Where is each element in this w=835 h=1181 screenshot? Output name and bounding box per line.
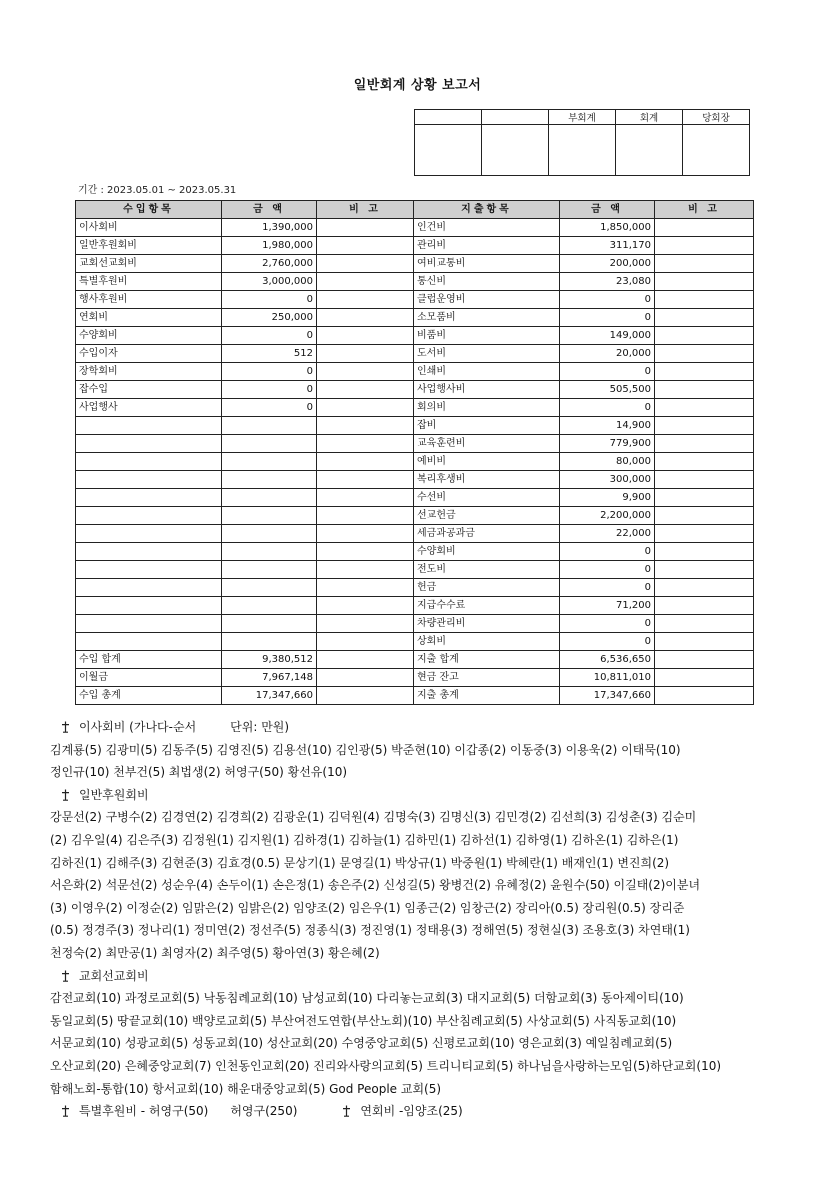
expense-amount: 22,000 xyxy=(560,525,655,543)
expense-note xyxy=(655,255,754,273)
cross-icon xyxy=(60,1105,71,1117)
table-row xyxy=(76,327,754,345)
expense-item: 예비비 xyxy=(414,453,560,471)
income-item xyxy=(76,615,222,633)
expense-item: 회의비 xyxy=(414,399,560,417)
income-amount: 7,967,148 xyxy=(222,669,317,687)
header-expense-item: 지출항목 xyxy=(414,201,560,219)
income-amount xyxy=(222,525,317,543)
income-item: 잡수입 xyxy=(76,381,222,399)
income-note xyxy=(317,435,414,453)
expense-note xyxy=(655,525,754,543)
income-item: 교회선교회비 xyxy=(76,255,222,273)
expense-amount: 300,000 xyxy=(560,471,655,489)
expense-note xyxy=(655,417,754,435)
income-amount xyxy=(222,543,317,561)
general-line: (0.5) 정경주(3) 정나리(1) 정미연(2) 정선주(5) 정종식(3) 정진영(1) 정태용(3) 정해연(5) 정현실(3) 조용호(3) 차연태(1) xyxy=(50,923,690,938)
table-row xyxy=(76,309,754,327)
expense-item: 교육훈련비 xyxy=(414,435,560,453)
expense-amount: 6,536,650 xyxy=(560,651,655,669)
income-item: 수입 총계 xyxy=(76,687,222,705)
income-note xyxy=(317,237,414,255)
income-amount: 512 xyxy=(222,345,317,363)
expense-item: 관리비 xyxy=(414,237,560,255)
income-note xyxy=(317,273,414,291)
expense-note xyxy=(655,363,754,381)
special-section-header xyxy=(50,1100,810,1123)
cross-icon xyxy=(60,721,71,733)
table-row xyxy=(76,507,754,525)
expense-note xyxy=(655,561,754,579)
income-item: 이사회비 xyxy=(76,219,222,237)
general-line: 강문선(2) 구병수(2) 김경연(2) 김경희(2) 김광운(1) 김덕원(4) 김명숙(3) 김명신(3) 김민경(2) 김선희(3) 김성춘(3) 김순미 xyxy=(50,810,697,825)
signature-cell xyxy=(415,125,482,176)
expense-item: 잡비 xyxy=(414,417,560,435)
expense-note xyxy=(655,543,754,561)
church-line: 감전교회(10) 과정로교회(5) 낙동침례교회(10) 남성교회(10) 다리놓는교회(3) 대지교회(5) 더함교회(3) 동아제이티(10) xyxy=(50,991,684,1006)
ledger-header-row xyxy=(76,201,754,219)
expense-amount: 505,500 xyxy=(560,381,655,399)
expense-note xyxy=(655,669,754,687)
expense-amount: 0 xyxy=(560,309,655,327)
expense-amount: 0 xyxy=(560,543,655,561)
income-item xyxy=(76,597,222,615)
income-item: 행사후원비 xyxy=(76,291,222,309)
table-row xyxy=(76,651,754,669)
income-item xyxy=(76,507,222,525)
expense-item: 수양회비 xyxy=(414,543,560,561)
income-amount xyxy=(222,489,317,507)
expense-amount: 17,347,660 xyxy=(560,687,655,705)
special-extra: 허영구(250) xyxy=(230,1104,298,1119)
income-item: 사업행사 xyxy=(76,399,222,417)
expense-amount: 0 xyxy=(560,633,655,651)
income-note xyxy=(317,597,414,615)
expense-item: 지출 총계 xyxy=(414,687,560,705)
expense-note xyxy=(655,381,754,399)
expense-item: 차량관리비 xyxy=(414,615,560,633)
expense-note xyxy=(655,291,754,309)
income-item: 수입이자 xyxy=(76,345,222,363)
table-row xyxy=(76,525,754,543)
income-amount xyxy=(222,453,317,471)
income-note xyxy=(317,633,414,651)
income-amount: 9,380,512 xyxy=(222,651,317,669)
income-note xyxy=(317,525,414,543)
expense-note xyxy=(655,579,754,597)
income-note xyxy=(317,651,414,669)
expense-amount: 0 xyxy=(560,615,655,633)
expense-note xyxy=(655,345,754,363)
header-income-amount: 금 액 xyxy=(222,201,317,219)
income-item: 일반후원회비 xyxy=(76,237,222,255)
table-row xyxy=(76,399,754,417)
general-title: 일반후원회비 xyxy=(79,787,149,802)
cross-icon xyxy=(341,1105,352,1117)
expense-note xyxy=(655,597,754,615)
table-row xyxy=(76,345,754,363)
expense-amount: 200,000 xyxy=(560,255,655,273)
general-section-header xyxy=(50,784,810,807)
general-line: (2) 김우일(4) 김은주(3) 김정원(1) 김지원(1) 김하경(1) 김하늘(1) 김하민(1) 김하선(1) 김하영(1) 김하온(1) 김하은(1) xyxy=(50,832,679,847)
table-row xyxy=(76,273,754,291)
income-item: 수입 합계 xyxy=(76,651,222,669)
income-note xyxy=(317,687,414,705)
income-amount xyxy=(222,597,317,615)
expense-amount: 0 xyxy=(560,561,655,579)
signature-cell xyxy=(616,125,683,176)
expense-item: 헌금 xyxy=(414,579,560,597)
expense-note xyxy=(655,435,754,453)
church-title: 교회선교회비 xyxy=(79,968,149,983)
income-amount xyxy=(222,471,317,489)
income-note xyxy=(317,417,414,435)
expense-amount: 0 xyxy=(560,291,655,309)
approval-header-2 xyxy=(482,110,549,125)
expense-amount: 311,170 xyxy=(560,237,655,255)
income-item xyxy=(76,561,222,579)
income-item xyxy=(76,633,222,651)
expense-item: 수선비 xyxy=(414,489,560,507)
cross-icon xyxy=(60,789,71,801)
table-row xyxy=(76,489,754,507)
table-row xyxy=(76,597,754,615)
income-item: 특별후원비 xyxy=(76,273,222,291)
income-amount: 0 xyxy=(222,363,317,381)
expense-item: 세금과공과금 xyxy=(414,525,560,543)
income-amount: 2,760,000 xyxy=(222,255,317,273)
expense-item: 도서비 xyxy=(414,345,560,363)
income-note xyxy=(317,399,414,417)
expense-item: 사업행사비 xyxy=(414,381,560,399)
income-note xyxy=(317,579,414,597)
expense-item: 지출 합계 xyxy=(414,651,560,669)
income-amount: 17,347,660 xyxy=(222,687,317,705)
header-expense-note: 비 고 xyxy=(655,201,754,219)
expense-item: 비품비 xyxy=(414,327,560,345)
income-amount xyxy=(222,507,317,525)
income-note xyxy=(317,543,414,561)
cross-icon xyxy=(60,970,71,982)
income-item: 이월금 xyxy=(76,669,222,687)
income-note xyxy=(317,615,414,633)
expense-note xyxy=(655,471,754,489)
expense-item: 전도비 xyxy=(414,561,560,579)
income-note xyxy=(317,669,414,687)
expense-note xyxy=(655,687,754,705)
expense-amount: 0 xyxy=(560,363,655,381)
expense-item: 소모품비 xyxy=(414,309,560,327)
approval-header-treasurer: 회계 xyxy=(616,110,683,125)
expense-note xyxy=(655,237,754,255)
expense-item: 통신비 xyxy=(414,273,560,291)
church-line: 서문교회(10) 성광교회(5) 성동교회(10) 성산교회(20) 수영중앙교회(5) 신평로교회(10) 영은교회(3) 예일침례교회(5) xyxy=(50,1036,673,1051)
expense-item: 클럽운영비 xyxy=(414,291,560,309)
income-item xyxy=(76,435,222,453)
income-amount: 0 xyxy=(222,381,317,399)
income-item: 연회비 xyxy=(76,309,222,327)
header-income-note: 비 고 xyxy=(317,201,414,219)
income-note xyxy=(317,363,414,381)
expense-item: 인건비 xyxy=(414,219,560,237)
expense-item: 인쇄비 xyxy=(414,363,560,381)
table-row xyxy=(76,633,754,651)
table-row xyxy=(76,417,754,435)
income-note xyxy=(317,327,414,345)
general-line: 천정숙(2) 최만공(1) 최영자(2) 최주영(5) 황아연(3) 황은혜(2) xyxy=(50,945,380,960)
income-note xyxy=(317,507,414,525)
income-note xyxy=(317,381,414,399)
donor-notes xyxy=(50,716,810,1123)
income-amount xyxy=(222,579,317,597)
signature-cell xyxy=(482,125,549,176)
approval-header-vice-treasurer: 부회계 xyxy=(549,110,616,125)
expense-amount: 2,200,000 xyxy=(560,507,655,525)
expense-amount: 149,000 xyxy=(560,327,655,345)
expense-item: 상회비 xyxy=(414,633,560,651)
income-note xyxy=(317,309,414,327)
income-item: 수양회비 xyxy=(76,327,222,345)
income-item xyxy=(76,471,222,489)
expense-item: 선교헌금 xyxy=(414,507,560,525)
annual-title: 연회비 -임양조(25) xyxy=(360,1104,463,1119)
income-amount: 1,390,000 xyxy=(222,219,317,237)
church-line: 오산교회(20) 은혜중앙교회(7) 인천동인교회(20) 진리와사랑의교회(5) 트리니티교회(5) 하나님을사랑하는모임(5)하단교회(10) xyxy=(50,1058,722,1073)
director-section-header xyxy=(50,716,810,739)
income-amount xyxy=(222,561,317,579)
income-amount xyxy=(222,633,317,651)
expense-amount: 20,000 xyxy=(560,345,655,363)
expense-amount: 23,080 xyxy=(560,273,655,291)
income-amount: 0 xyxy=(222,399,317,417)
ledger-body xyxy=(76,219,754,705)
income-amount: 0 xyxy=(222,327,317,345)
expense-amount: 71,200 xyxy=(560,597,655,615)
expense-note xyxy=(655,507,754,525)
income-note xyxy=(317,471,414,489)
table-row xyxy=(76,543,754,561)
expense-amount: 0 xyxy=(560,579,655,597)
expense-note xyxy=(655,633,754,651)
income-amount xyxy=(222,435,317,453)
table-row xyxy=(76,561,754,579)
table-row xyxy=(76,669,754,687)
director-title: 이사회비 (가나다-순서 xyxy=(79,720,197,734)
church-section-header xyxy=(50,965,810,988)
income-amount: 3,000,000 xyxy=(222,273,317,291)
approval-header-pastor: 당회장 xyxy=(683,110,750,125)
income-item: 장학회비 xyxy=(76,363,222,381)
expense-note xyxy=(655,309,754,327)
approval-header-1 xyxy=(415,110,482,125)
income-amount: 0 xyxy=(222,291,317,309)
expense-amount: 80,000 xyxy=(560,453,655,471)
income-note xyxy=(317,291,414,309)
special-title: 특별후원비 - 허영구(50) xyxy=(79,1104,209,1119)
expense-amount: 14,900 xyxy=(560,417,655,435)
general-line: 서은화(2) 석문선(2) 성순우(4) 손두이(1) 손은정(1) 송은주(2) 신성길(5) 왕병건(2) 유혜정(2) 윤원수(50) 이길태(2)이분녀 xyxy=(50,878,701,893)
table-row xyxy=(76,381,754,399)
income-note xyxy=(317,345,414,363)
expense-note xyxy=(655,327,754,345)
expense-amount: 779,900 xyxy=(560,435,655,453)
church-line: 동일교회(5) 땅끝교회(10) 백양로교회(5) 부산여전도연합(부산노회)(10) 부산침례교회(5) 사상교회(5) 사직동교회(10) xyxy=(50,1013,677,1028)
ledger-table xyxy=(75,200,754,705)
income-amount xyxy=(222,615,317,633)
table-row xyxy=(76,237,754,255)
signature-cell xyxy=(683,125,750,176)
expense-note xyxy=(655,651,754,669)
income-item xyxy=(76,579,222,597)
expense-item: 현금 잔고 xyxy=(414,669,560,687)
income-amount xyxy=(222,417,317,435)
report-period: 기간 : 2023.05.01 ~ 2023.05.31 xyxy=(78,185,237,196)
expense-note xyxy=(655,489,754,507)
header-income-item: 수입항목 xyxy=(76,201,222,219)
director-line: 정인규(10) 천부건(5) 최법생(2) 허영구(50) 황선유(10) xyxy=(50,765,348,780)
income-item xyxy=(76,543,222,561)
table-row xyxy=(76,579,754,597)
general-line: (3) 이영우(2) 이정순(2) 임맑은(2) 임밝은(2) 임양조(2) 임은우(1) 임종근(2) 임창근(2) 장리아(0.5) 장리원(0.5) 장리준 xyxy=(50,900,685,915)
header-expense-amount: 금 액 xyxy=(560,201,655,219)
expense-item: 복리후생비 xyxy=(414,471,560,489)
income-amount: 250,000 xyxy=(222,309,317,327)
director-line: 김계룡(5) 김광미(5) 김동주(5) 김영진(5) 김용선(10) 김인광(5) 박준현(10) 이갑종(2) 이동중(3) 이용욱(2) 이태묵(10) xyxy=(50,742,681,757)
table-row xyxy=(76,471,754,489)
income-note xyxy=(317,561,414,579)
income-item xyxy=(76,453,222,471)
table-row xyxy=(76,291,754,309)
table-row xyxy=(76,435,754,453)
income-item xyxy=(76,525,222,543)
expense-item: 여비교통비 xyxy=(414,255,560,273)
table-row xyxy=(76,687,754,705)
expense-note xyxy=(655,273,754,291)
church-line: 함해노회-통합(10) 항서교회(10) 해운대중앙교회(5) God People 교회(5) xyxy=(50,1081,442,1096)
expense-amount: 10,811,010 xyxy=(560,669,655,687)
page-title: 일반회계 상황 보고서 xyxy=(353,78,482,93)
income-amount: 1,980,000 xyxy=(222,237,317,255)
income-item xyxy=(76,417,222,435)
income-note xyxy=(317,453,414,471)
table-row xyxy=(76,615,754,633)
director-unit: 단위: 만원) xyxy=(230,720,290,734)
expense-amount: 0 xyxy=(560,399,655,417)
income-item xyxy=(76,489,222,507)
table-row xyxy=(76,453,754,471)
signature-cell xyxy=(549,125,616,176)
table-row xyxy=(76,363,754,381)
approval-box xyxy=(414,109,750,176)
table-row xyxy=(76,219,754,237)
general-line: 김하진(1) 김해주(3) 김현준(3) 김효경(0.5) 문상기(1) 문영길(1) 박상규(1) 박중원(1) 박혜란(1) 배재인(1) 변진희(2) xyxy=(50,855,670,870)
expense-note xyxy=(655,399,754,417)
table-row xyxy=(76,255,754,273)
expense-amount: 1,850,000 xyxy=(560,219,655,237)
income-note xyxy=(317,255,414,273)
expense-note xyxy=(655,615,754,633)
expense-note xyxy=(655,219,754,237)
income-note xyxy=(317,219,414,237)
expense-amount: 9,900 xyxy=(560,489,655,507)
income-note xyxy=(317,489,414,507)
expense-note xyxy=(655,453,754,471)
expense-item: 지급수수료 xyxy=(414,597,560,615)
